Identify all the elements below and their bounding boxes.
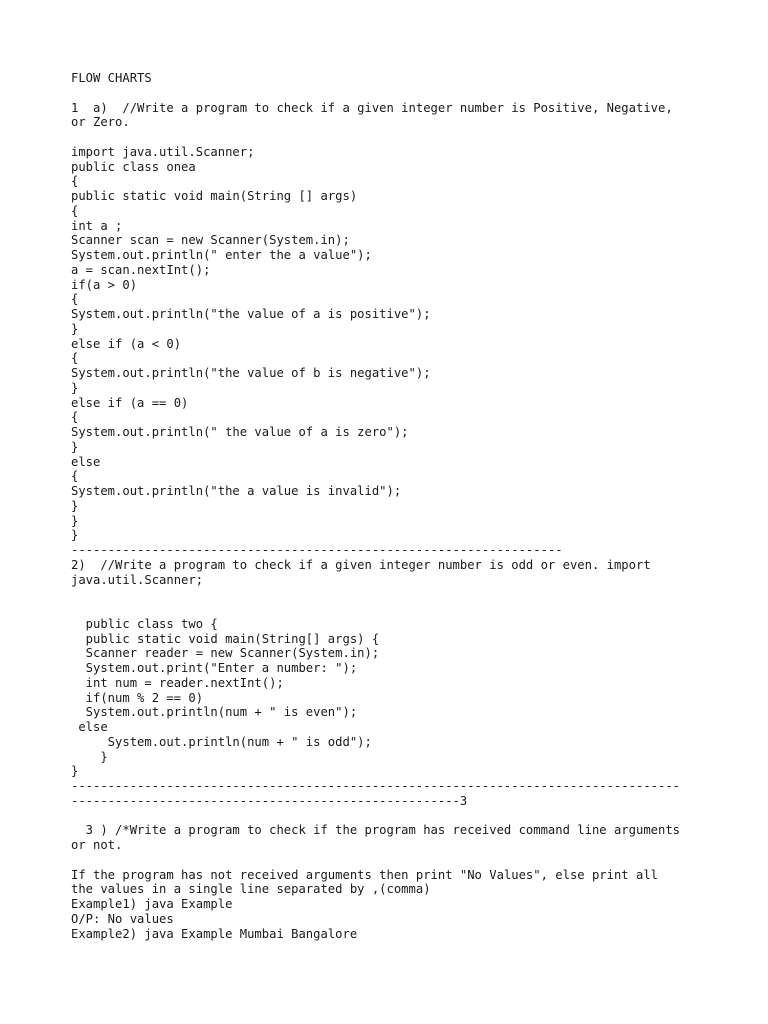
text-line: ----------------------------------------------------------------------------------- xyxy=(71,779,681,793)
text-line: Example1) java Example xyxy=(71,897,233,911)
text-line: import java.util.Scanner; xyxy=(71,144,255,159)
text-line: Example2) java Example Mumbai Bangalore xyxy=(71,926,358,941)
text-line: public static void main(String [] args) xyxy=(71,189,358,203)
text-line: System.out.println(" enter the a value"); xyxy=(71,248,372,262)
text-line: { xyxy=(71,351,79,366)
text-line: System.out.println("the value of a is positive"); xyxy=(71,307,431,321)
text-line: { xyxy=(71,174,79,189)
text-line: System.out.println("the a value is invalid"); xyxy=(71,484,402,498)
text-line: else xyxy=(71,720,108,734)
text-line: 3 ) /*Write a program to check if the program has received command line arguments xyxy=(71,823,681,838)
text-line: } xyxy=(71,764,79,779)
text-line: ------------------------------------------------------------------- xyxy=(71,543,563,557)
text-line: or not. xyxy=(71,838,123,852)
text-line: } xyxy=(71,380,79,395)
text-line: else if (a < 0) xyxy=(71,336,182,351)
text-line: } xyxy=(71,321,79,336)
text-line: { xyxy=(71,292,79,307)
text-line: } xyxy=(71,749,108,764)
text-line: public class onea xyxy=(71,159,196,174)
text-line: if(num % 2 == 0) xyxy=(71,690,204,705)
text-line: the values in a single line separated by ,(comma) xyxy=(71,882,431,897)
text-line: int num = reader.nextInt(); xyxy=(71,675,284,690)
text-line: else if (a == 0) xyxy=(71,395,189,410)
text-line: public class two { xyxy=(71,616,218,631)
text-line: else xyxy=(71,454,101,469)
text-line: 1 a) //Write a program to check if a given integer number is Positive, Negative, xyxy=(71,100,673,115)
text-line: System.out.println(" the value of a is zero"); xyxy=(71,425,409,439)
text-line: { xyxy=(71,410,79,425)
text-line: -----------------------------------------------------3 xyxy=(71,793,468,808)
text-line xyxy=(71,602,761,617)
text-line: FLOW CHARTS xyxy=(71,71,152,85)
document-page xyxy=(71,71,761,941)
text-line: 2) //Write a program to check if a given integer number is odd or even. import xyxy=(71,557,651,572)
text-line xyxy=(71,853,761,868)
text-line xyxy=(71,809,761,824)
text-line: { xyxy=(71,469,79,484)
text-line: System.out.println(num + " is even"); xyxy=(71,705,358,720)
text-line: System.out.print("Enter a number: "); xyxy=(71,661,358,675)
text-line: int a ; xyxy=(71,218,123,233)
text-line: } xyxy=(71,528,79,543)
text-line: or Zero. xyxy=(71,115,130,130)
text-line: { xyxy=(71,203,79,218)
text-line: } xyxy=(71,498,79,513)
text-line: } xyxy=(71,439,79,454)
text-line: If the program has not received arguments then print "No Values", else print all xyxy=(71,867,658,882)
text-line: public static void main(String[] args) { xyxy=(71,631,380,646)
text-line xyxy=(71,86,761,101)
text-line: O/P: No values xyxy=(71,911,174,926)
text-line: System.out.println(num + " is odd"); xyxy=(71,734,372,749)
text-line: System.out.println("the value of b is negative"); xyxy=(71,366,431,380)
text-line: } xyxy=(71,513,79,528)
text-line: Scanner scan = new Scanner(System.in); xyxy=(71,233,350,248)
text-line: if(a > 0) xyxy=(71,277,138,292)
text-line: java.util.Scanner; xyxy=(71,572,204,587)
text-line: Scanner reader = new Scanner(System.in); xyxy=(71,646,380,661)
text-line: a = scan.nextInt(); xyxy=(71,262,211,277)
text-line xyxy=(71,130,761,145)
text-line xyxy=(71,587,761,602)
